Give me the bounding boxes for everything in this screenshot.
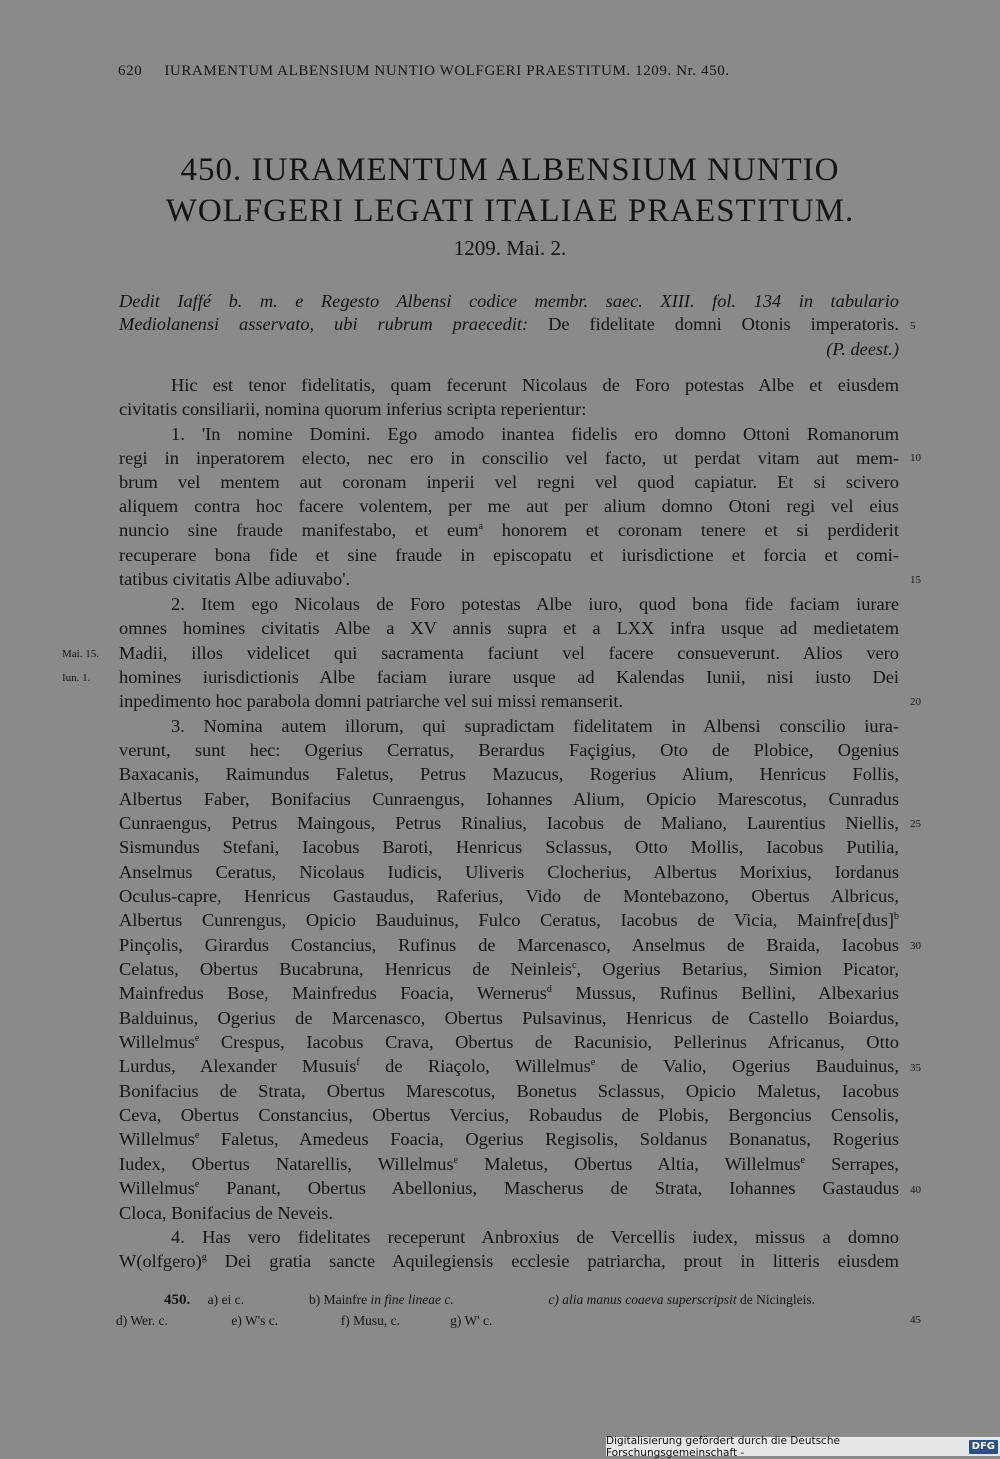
- text-fragment: Willelmus: [119, 1129, 195, 1149]
- line-number: 35: [910, 1062, 921, 1074]
- footnote-c: [548, 1292, 815, 1308]
- text-line: Cunraengus, Petrus Maingous, Petrus Rinalius, Iacobus de Maliano, Laurentius Niellis,: [119, 813, 899, 833]
- digitization-credit-text: Digitalisierung gefördert durch die Deutsche Forschungsgemeinschaft -: [606, 1434, 840, 1459]
- footnote-a: a) ei c.: [207, 1292, 244, 1307]
- line-number: 5: [910, 320, 916, 332]
- footnote-ref: g: [201, 1252, 207, 1263]
- footnote-ref: e: [453, 1155, 459, 1166]
- document-title-line-2: WOLFGERI LEGATI ITALIAE PRAESTITUM.: [165, 193, 855, 229]
- text-line: Oculus-capre, Henricus Gastaudus, Raferius, Vido de Montebazono, Obertus Albricus,: [119, 886, 899, 906]
- text-line: [119, 1031, 899, 1053]
- text-fragment: Iudex, Obertus Natarellis, Willelmus: [119, 1154, 454, 1174]
- source-note-line-2: [119, 313, 899, 335]
- text-line: Bonifacius de Strata, Obertus Marescotus, Bonetus Sclassus, Opicio Maletus, Iacobus: [119, 1081, 899, 1101]
- source-note-line-3: (P. deest.): [826, 339, 899, 359]
- text-line: 2. Item ego Nicolaus de Foro potestas Albe iuro, quod bona fide faciam iurare: [171, 594, 899, 614]
- source-note-line-1: Dedit Iaffé b. m. e Regesto Albensi codice membr. saec. XIII. fol. 134 in tabulario: [119, 291, 899, 311]
- footnote-e: e) W's c.: [231, 1313, 279, 1328]
- text-fragment: honorem et coronam tenere et si perdiderit: [483, 520, 899, 540]
- footnote-c-italic: c) alia manus coaeva superscripsit: [548, 1292, 737, 1307]
- text-fragment: Willelmus: [119, 1032, 195, 1052]
- line-number: 20: [910, 696, 921, 708]
- footnote-ref: e: [194, 1179, 200, 1190]
- text-line: civitatis consiliarii, nomina quorum inferius scripta reperientur:: [119, 399, 587, 419]
- text-line: inpedimento hoc parabola domni patriarche vel sui missi remanserit.: [119, 691, 624, 711]
- text-fragment: de Riaçolo, Willelmus: [359, 1056, 591, 1076]
- document-title-line-1: 450. IURAMENTUM ALBENSIUM NUNTIO: [180, 152, 840, 188]
- text-line: Baxacanis, Raimundus Faletus, Petrus Mazucus, Rogerius Alium, Henricus Follis,: [119, 764, 899, 784]
- source-note-roman: De fidelitate domni Otonis imperatoris.: [548, 314, 899, 334]
- text-line: [119, 519, 899, 541]
- text-fragment: Dei gratia sancte Aquilegiensis ecclesie patriarcha, prout in litteris eiusdem: [224, 1251, 899, 1271]
- margin-date-note: Iun. 1.: [62, 672, 91, 684]
- text-line: Balduinus, Ogerius de Marcenasco, Obertus Pulsavinus, Henricus de Castello Boiardus,: [119, 1008, 899, 1028]
- text-line: Pinçolis, Girardus Costancius, Rufinus de Marcenasco, Anselmus de Braida, Iacobus: [119, 935, 899, 955]
- text-line: Ceva, Obertus Constancius, Obertus Vercius, Robaudus de Plobis, Bergoncius Censolis,: [119, 1105, 899, 1125]
- text-line: [119, 1128, 899, 1150]
- text-fragment: Albertus Cunrengus, Opicio Bauduinus, Fulco Ceratus, Iacobus de Vicia, Mainfre[dus]: [119, 910, 894, 930]
- text-line: homines iurisdictionis Albe faciam iurare usque ad Kalendas Iunii, nisi iusto Dei: [119, 667, 899, 687]
- text-fragment: W(olfgero): [119, 1251, 202, 1271]
- text-fragment: Serrapes,: [804, 1154, 899, 1174]
- text-line: Sismundus Stefani, Iacobus Baroti, Henricus Sclassus, Otto Mollis, Iacobus Putilia,: [119, 837, 899, 857]
- dfg-logo: DFG: [969, 1440, 998, 1454]
- footnote-ref: e: [800, 1155, 805, 1166]
- line-number: 10: [910, 452, 921, 464]
- text-line: Madii, illos videlicet qui sacramenta faciunt vel facere consueverunt. Alios vero: [119, 643, 899, 663]
- text-line: tatibus civitatis Albe adiuvabo'.: [119, 569, 351, 589]
- footnote-c-text: de Nicingleis.: [739, 1292, 815, 1307]
- text-line: [119, 1153, 899, 1175]
- source-note-italic: Mediolanensi asservato, ubi rubrum praecedit:: [119, 314, 529, 334]
- footnotes-line-2: [116, 1313, 900, 1329]
- text-line: 4. Has vero fidelitates receperunt Anbroxius de Vercellis iudex, missus a domno: [171, 1227, 899, 1247]
- text-line: Albertus Faber, Bonifacius Cunraengus, Iohannes Alium, Opicio Marescotus, Cunradus: [119, 789, 899, 809]
- footnote-ref: d: [546, 984, 552, 995]
- text-line: 3. Nomina autem illorum, qui supradictam fidelitatem in Albensi conscilio iura-: [171, 716, 899, 736]
- footnote-b-italic: in fine lineae c.: [370, 1292, 454, 1307]
- text-fragment: de Valio, Ogerius Bauduinus,: [595, 1056, 899, 1076]
- footnote-ref: b: [894, 911, 899, 922]
- digitization-credit-bar: [606, 1434, 1000, 1459]
- line-number: 45: [910, 1314, 921, 1326]
- text-fragment: Willelmus: [119, 1178, 195, 1198]
- footnote-ref: e: [194, 1130, 200, 1141]
- line-number: 40: [910, 1184, 921, 1196]
- footnote-number: 450.: [164, 1292, 191, 1308]
- footnote-ref: c: [572, 960, 577, 971]
- footnote-ref: e: [590, 1057, 596, 1068]
- text-line: [119, 909, 899, 931]
- text-line: Hic est tenor fidelitatis, quam fecerunt Nicolaus de Foro potestas Albe et eiusdem: [171, 375, 899, 395]
- text-line: Cloca, Bonifacius de Neveis.: [119, 1203, 333, 1223]
- footnotes-line-1: [116, 1292, 900, 1309]
- text-line: regi in inperatorem electo, nec ero in conscilio vel facto, ut perdat vitam aut mem-: [119, 448, 899, 468]
- text-line: omnes homines civitatis Albe a XV annis supra et a LXX infra usque ad medietatem: [119, 618, 899, 638]
- text-line: [119, 958, 899, 980]
- text-line: [119, 1250, 899, 1272]
- footnote-b: [309, 1292, 545, 1308]
- text-line: [119, 982, 899, 1004]
- text-fragment: Crespus, Iacobus Crava, Obertus de Racunisio, Pellerinus Africanus, Otto: [199, 1032, 899, 1052]
- line-number: 15: [910, 574, 921, 586]
- footnote-ref: a: [478, 521, 484, 532]
- text-line: Anselmus Ceratus, Nicolaus Iudicis, Uliveris Clocherius, Albertus Morixius, Iordanus: [119, 862, 899, 882]
- footnote-ref: e: [194, 1033, 200, 1044]
- text-fragment: , Ogerius Betarius, Simion Picator,: [576, 959, 899, 979]
- line-number: 30: [910, 940, 921, 952]
- text-line: recuperare bona fide et sine fraude in episcopatu et iurisdictione et forcia et comi-: [119, 545, 899, 565]
- text-line: aliquem contra hoc facere volentem, per me aut per alium domno Otoni regi vel eius: [119, 496, 899, 516]
- text-line: brum vel mentem aut coronam inperii vel regni vel quod capiatur. Et si scivero: [119, 472, 899, 492]
- text-line: 1. 'In nomine Domini. Ego amodo inantea fidelis ero domno Ottoni Romanorum: [171, 424, 899, 444]
- footnote-d: d) Wer. c.: [116, 1313, 168, 1328]
- footnote-f: f) Musu, c.: [340, 1313, 400, 1328]
- text-fragment: Lurdus, Alexander Musuis: [119, 1056, 357, 1076]
- footnote-g: g) W' c.: [450, 1313, 493, 1328]
- footnote-ref: f: [356, 1057, 360, 1068]
- text-fragment: Celatus, Obertus Bucabruna, Henricus de Neinleis: [119, 959, 573, 979]
- text-fragment: Mussus, Rufinus Bellini, Albexarius: [551, 983, 899, 1003]
- line-number: 25: [910, 818, 921, 830]
- text-fragment: Maletus, Obertus Altia, Willelmus: [458, 1154, 801, 1174]
- margin-date-note: Mai. 15.: [62, 648, 99, 660]
- page-number: 620: [118, 63, 143, 79]
- text-line: [119, 1055, 899, 1077]
- text-line: verunt, sunt hec: Ogerius Cerratus, Berardus Façigius, Oto de Plobice, Ogenius: [119, 740, 899, 760]
- text-fragment: Mainfredus Bose, Mainfredus Foacia, Wernerus: [119, 983, 547, 1003]
- text-fragment: nuncio sine fraude manifestabo, et eum: [119, 520, 479, 540]
- running-head-text: IURAMENTUM ALBENSIUM NUNTIO WOLFGERI PRAESTITUM. 1209. Nr. 450.: [164, 63, 730, 79]
- footnote-b-text: b) Mainfre: [309, 1292, 368, 1307]
- text-line: [119, 1177, 899, 1199]
- text-fragment: Faletus, Amedeus Foacia, Ogerius Regisolis, Soldanus Bonanatus, Rogerius: [199, 1129, 899, 1149]
- running-head: [118, 63, 898, 80]
- text-fragment: Panant, Obertus Abellonius, Mascherus de Strata, Iohannes Gastaudus: [199, 1178, 899, 1198]
- document-date: 1209. Mai. 2.: [453, 236, 567, 260]
